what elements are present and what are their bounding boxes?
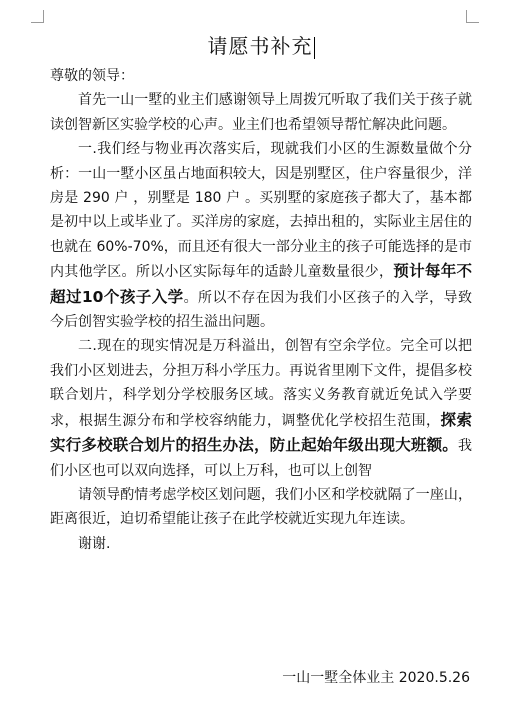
paragraph-3-bold: 探索实行多校联合划片的招生办法，防止起始年级出现大班额。 [50,410,472,455]
paragraph-4: 请领导酌情考虑学校区划问题，我们小区和学校就隔了一座山，距离很近，迫切希望能让孩子在此学校就近实现九年连读。 [50,486,472,528]
title-text: 请愿书补充 [207,34,313,58]
paragraph-1: 首先一山一墅的业主们感谢领导上周拨冗听取了我们关于孩子就读创智新区实验学校的心声。业主们也希望领导帮忙解决此问题。 [50,92,472,133]
text-cursor [314,37,315,59]
paragraph-3-tail: 我们小区也可以双向选择，可以上万科，也可以上创智 [50,438,472,479]
salutation: 尊敬的领导： [50,68,134,84]
top-right-crop-mark [466,10,479,23]
paragraph-2-tail: 。所以不存在因为我们小区孩子的入学，导致今后创智实验学校的招生溢出问题。 [50,289,472,331]
top-left-crop-mark [31,10,44,23]
paragraph-2-bold: 预计每年不超过10个孩子入学 [50,262,472,306]
paragraph-2-text: 一.我们经与物业再次落实后，现就我们小区的生源数量做个分析：一山一墅小区虽占地面积较大，因是别墅区，住户容量很少，洋房是 290 户 ，别墅是 180 户 。买别墅的家庭孩子都大了，基本都是初中以上或毕业了。买洋房的家庭，去掉出租的，实际业主居住的也就在 60%-70%，而且还有很大一部分业主的孩子可能选择的是市内其他学区。所以小区实际每年的适龄儿童数量很少， [50,141,472,281]
paragraph-3-text: 二.现在的现实情况是万科溢出，创智有空余学位。完全可以把我们小区划进去，分担万科小学压力。再说省里刚下文件，提倡多校联合划片，科学划分学校服务区域。落实义务教育就近免试入学要求，根据生源分布和学校容纳能力，调整优化学校招生范围， [50,338,472,429]
document-title[interactable] [0,30,522,59]
document-body[interactable] [50,64,472,556]
signature: 一山一墅全体业主 2020.5.26 [282,670,470,686]
paragraph-3 [50,334,472,482]
closing: 谢谢. [78,535,111,552]
paragraph-2 [50,137,472,334]
